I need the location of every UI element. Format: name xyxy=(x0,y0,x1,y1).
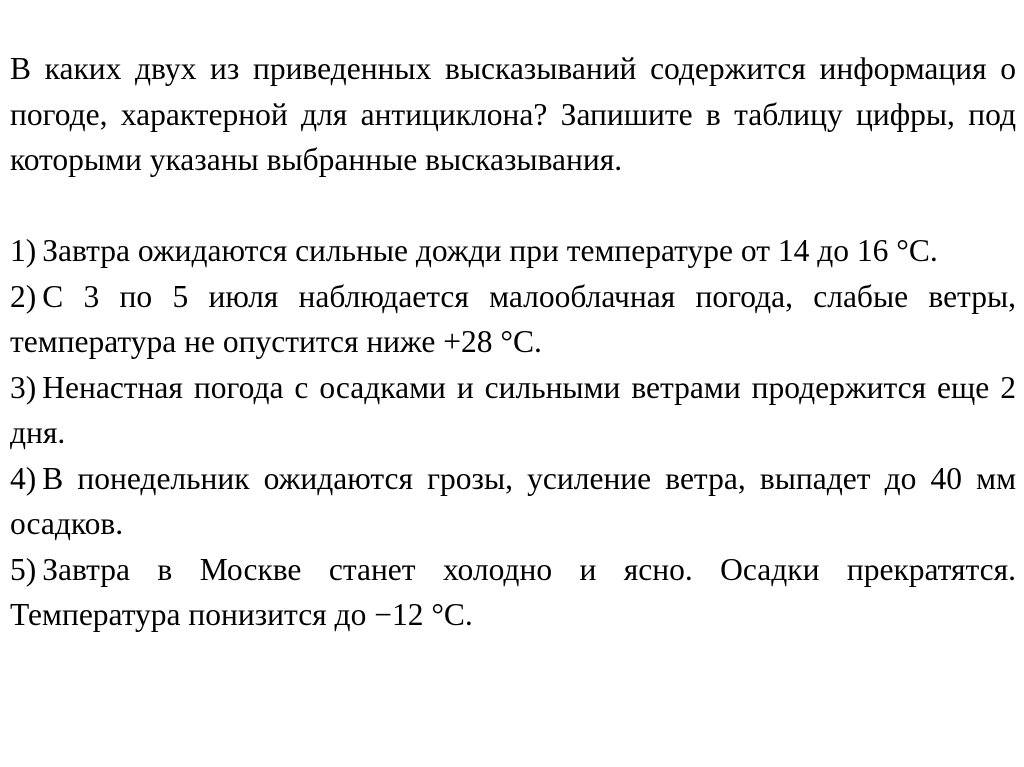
option-number: 2) xyxy=(10,278,37,314)
answer-option-3 xyxy=(10,365,1016,456)
answer-option-1 xyxy=(10,228,1016,274)
option-text: С 3 по 5 июля наблюдается малооблачная погода, слабые ветры, температура не опустится ниже +28 °С. xyxy=(10,278,1016,359)
option-number: 4) xyxy=(10,460,37,496)
option-number: 1) xyxy=(10,233,37,268)
answer-option-4 xyxy=(10,456,1016,547)
answer-option-2 xyxy=(10,274,1016,365)
spacer xyxy=(10,183,1016,229)
option-text: Завтра в Москве станет холодно и ясно. Осадки прекратятся. Температура понизится до −12 °С. xyxy=(10,551,1016,632)
question-text: В каких двух из приведенных высказываний содержится информация о погоде, характерной для антициклона? Запишите в таблицу цифры, под которыми указаны выбранные высказывания. xyxy=(10,51,1016,177)
option-number: 3) xyxy=(10,369,37,405)
answer-option-5 xyxy=(10,547,1016,638)
option-text: Ненастная погода с осадками и сильными ветрами продержится еще 2 дня. xyxy=(10,369,1016,450)
task-text-block xyxy=(10,46,1016,638)
option-text: В понедельник ожидаются грозы, усиление ветра, выпадет до 40 мм осадков. xyxy=(10,460,1016,541)
option-number: 5) xyxy=(10,551,37,587)
option-text: Завтра ожидаются сильные дожди при температуре от 14 до 16 °С. xyxy=(42,233,938,268)
answer-options-list xyxy=(10,228,1016,638)
